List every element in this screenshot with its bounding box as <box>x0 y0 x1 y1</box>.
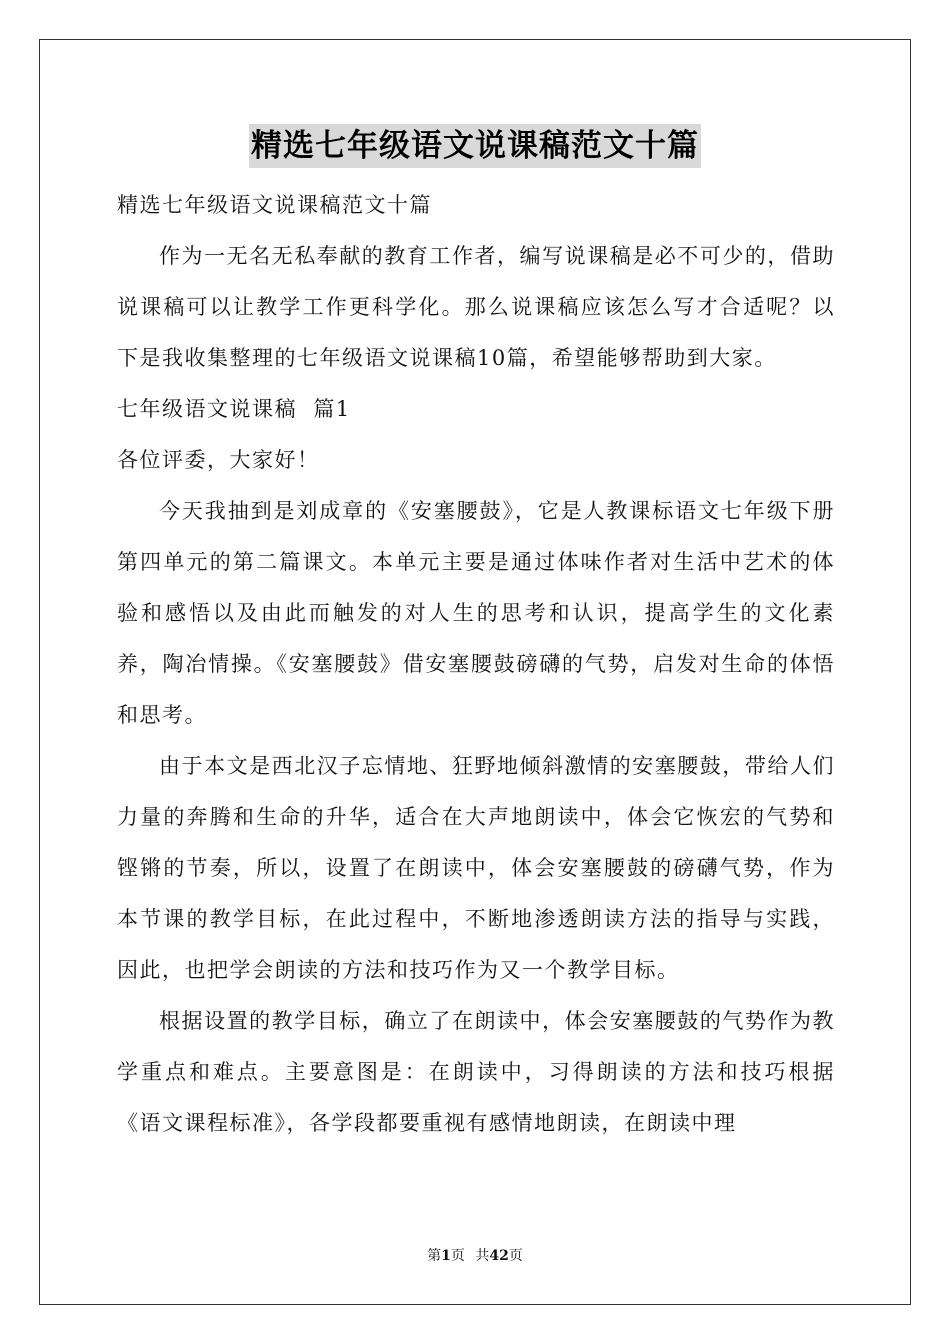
total-pages: 42 <box>489 1248 509 1264</box>
page-indicator <box>427 1248 465 1264</box>
total-suffix: 页 <box>508 1248 523 1264</box>
document-title: 精选七年级语文说课稿范文十篇 <box>249 124 701 168</box>
paragraph-greeting: 各位评委，大家好！ <box>117 448 320 472</box>
total-indicator <box>475 1248 522 1264</box>
paragraph-body: 由于本文是西北汉子忘情地、狂野地倾斜激情的安塞腰鼓，带给人们力量的奔腾和生命的升华，适合在大声地朗读中，体会它恢宏的气势和铿锵的节奏，所以，设置了在朗读中，体会安塞腰鼓的磅礴气势，作为本节课的教学目标，在此过程中，不断地渗透朗读方法的指导与实践，因此，也把学会朗读的方法和技巧作为又一个教学目标。 <box>117 754 835 982</box>
paragraph-subtitle: 精选七年级语文说课稿范文十篇 <box>117 193 432 217</box>
page-footer <box>0 1246 950 1266</box>
total-prefix: 共 <box>475 1248 490 1264</box>
section-heading: 七年级语文说课稿 篇1 <box>117 397 351 421</box>
page-suffix: 页 <box>450 1248 465 1264</box>
page-prefix: 第 <box>427 1248 442 1264</box>
document-body <box>117 180 835 1149</box>
paragraph-body: 今天我抽到是刘成章的《安塞腰鼓》，它是人教课标语文七年级下册第四单元的第二篇课文。本单元主要是通过体味作者对生活中艺术的体验和感悟以及由此而触发的对人生的思考和认识，提高学生的文化素养，陶冶情操。《安塞腰鼓》借安塞腰鼓磅礴的气势，启发对生命的体悟和思考。 <box>117 499 835 727</box>
paragraph-intro: 作为一无名无私奉献的教育工作者，编写说课稿是必不可少的，借助说课稿可以让教学工作更科学化。那么说课稿应该怎么写才合适呢？以下是我收集整理的七年级语文说课稿10篇，希望能够帮助到大家。 <box>117 244 835 370</box>
title-container <box>0 124 950 168</box>
paragraph-body: 根据设置的教学目标，确立了在朗读中，体会安塞腰鼓的气势作为教学重点和难点。主要意图是：在朗读中，习得朗读的方法和技巧根据《语文课程标准》，各学段都要重视有感情地朗读，在朗读中理 <box>117 1009 835 1135</box>
page-number: 1 <box>441 1248 451 1264</box>
